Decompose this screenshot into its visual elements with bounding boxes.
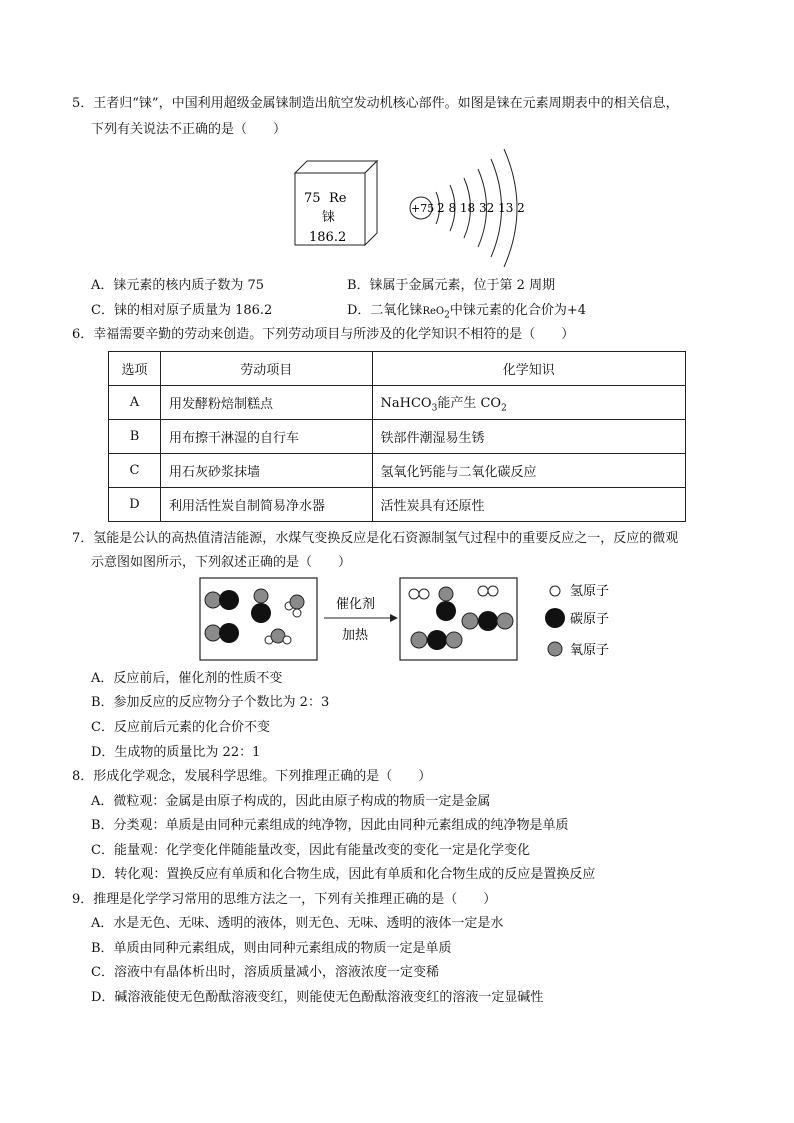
q7-stem-line1: 7．氢能是公认的高热值清洁能源，水煤气变换反应是化石资源制氢气过程中的重要反应之一，反应的微观	[72, 531, 679, 546]
q9-option-d: D．碱溶液能使无色酚酞溶液变红，则能使无色酚酞溶液变红的溶液一定显碱性	[91, 990, 544, 1005]
q7-option-d: D．生成物的质量比为 22：1	[91, 745, 261, 760]
row-task: 用石灰砂浆抹墙	[160, 454, 372, 488]
element-symbol: Re	[329, 191, 347, 206]
legend	[545, 584, 609, 658]
row-option: B	[109, 420, 161, 454]
element-number: 75	[304, 191, 321, 206]
legend-carbon: 碳原子	[570, 612, 610, 627]
q5-option-d-post: 中铼元素的化合价为+4	[449, 303, 586, 318]
q6-stem: 6．幸福需要辛勤的劳动来创造。下列劳动项目与所涉及的化学知识不相符的是（ ）	[72, 327, 575, 342]
q7-option-c: C．反应前后元素的化合价不变	[91, 720, 270, 735]
row-option: D	[109, 488, 161, 522]
table-row	[109, 488, 686, 522]
co-molecule	[436, 587, 456, 621]
q5-option-c: C．铼的相对原子质量为 186.2	[91, 303, 273, 318]
co2-molecule	[411, 630, 462, 650]
q5-stem-line2: 下列有关说法不正确的是（ ）	[91, 122, 287, 137]
header-option: 选项	[109, 352, 161, 386]
row-option: C	[109, 454, 161, 488]
knowledge-part: NaHCO	[380, 395, 432, 411]
q9-stem: 9．推理是化学学习常用的思维方法之一，下列有关推理正确的是（ ）	[72, 892, 497, 907]
co-molecule	[205, 623, 239, 643]
q7-reaction-diagram	[198, 576, 628, 666]
q5-option-d-formula: ReO	[422, 306, 445, 317]
q7-option-a: A．反应前后，催化剂的性质不变	[91, 671, 283, 686]
q5-rhenium-figure	[290, 145, 530, 270]
q5-option-d	[347, 302, 586, 325]
row-knowledge: 铁部件潮湿易生锈	[372, 420, 685, 454]
row-knowledge: 氢氧化钙能与二氧化碳反应	[372, 454, 685, 488]
q9-option-a: A．水是无色、无味、透明的液体，则无色、无味、透明的液体一定是水	[91, 916, 504, 931]
co2-molecule	[462, 611, 513, 631]
q5-option-d-formula-sub: 2	[444, 310, 450, 321]
q8-stem: 8．形成化学观念，发展科学思维。下列推理正确的是（ ）	[72, 769, 432, 784]
table-row	[109, 386, 686, 420]
knowledge-subscript: 2	[501, 403, 507, 414]
element-cell	[295, 161, 377, 245]
row-task: 用发酵粉焙制糕点	[160, 386, 372, 420]
arrow-heat-label: 加热	[342, 628, 369, 643]
q8-option-a: A．微粒观：金属是由原子构成的，因此由原子构成的物质一定是金属	[91, 794, 491, 809]
q7-option-b: B．参加反应的反应物分子个数比为 2：3	[91, 695, 330, 710]
row-option: A	[109, 386, 161, 420]
knowledge-part: 能产生 CO	[437, 395, 502, 411]
h2o-molecule	[254, 589, 268, 603]
q5-option-b: B．铼属于金属元素，位于第 2 周期	[347, 278, 556, 293]
electron-shells: 2 8 18 32 13 2	[437, 201, 525, 215]
co-molecule	[251, 603, 271, 623]
row-task: 利用活性炭自制简易净水器	[160, 488, 372, 522]
q9-option-b: B．单质由同种元素组成，则由同种元素组成的物质一定是单质	[91, 941, 452, 956]
q5-stem-line1: 5．王者归“铼”，中国利用超级金属铼制造出航空发动机核心部件。如图是铼在元素周期表中的相关信息，	[72, 96, 679, 111]
table-row	[109, 420, 686, 454]
q8-option-c: C．能量观：化学变化伴随能量改变，因此有能量改变的变化一定是化学变化	[91, 843, 530, 858]
row-knowledge: 活性炭具有还原性	[372, 488, 685, 522]
nucleus-charge: +75	[411, 202, 435, 215]
row-task: 用布擦干淋湿的自行车	[160, 420, 372, 454]
table-row	[109, 454, 686, 488]
q9-option-c: C．溶液中有晶体析出时，溶质质量减小，溶液浓度一定变稀	[91, 965, 439, 980]
q7-stem-line2: 示意图如图所示，下列叙述正确的是（ ）	[91, 555, 352, 570]
q8-option-d: D．转化观：置换反应有单质和化合物生成，因此有单质和化合物生成的反应是置换反应	[91, 867, 596, 882]
atom-structure-diagram	[410, 149, 525, 267]
header-knowledge: 化学知识	[372, 352, 685, 386]
legend-hydrogen: 氢原子	[570, 584, 610, 599]
co-molecule	[205, 590, 239, 610]
q5-option-a: A．铼元素的核内质子数为 75	[91, 278, 265, 293]
row-knowledge	[372, 386, 685, 420]
q5-option-d-pre: D．二氧化铼	[347, 303, 423, 318]
q8-option-b: B．分类观：单质是由同种元素组成的纯净物，因此由同种元素组成的纯净物是单质	[91, 818, 569, 833]
header-task: 劳动项目	[160, 352, 372, 386]
q6-table	[108, 351, 686, 522]
table-header-row	[109, 352, 686, 386]
arrow-catalyst-label: 催化剂	[336, 597, 376, 612]
element-mass: 186.2	[309, 230, 347, 245]
knowledge-subscript: 3	[431, 403, 438, 414]
element-name: 铼	[322, 210, 336, 225]
legend-oxygen: 氧原子	[570, 643, 610, 658]
